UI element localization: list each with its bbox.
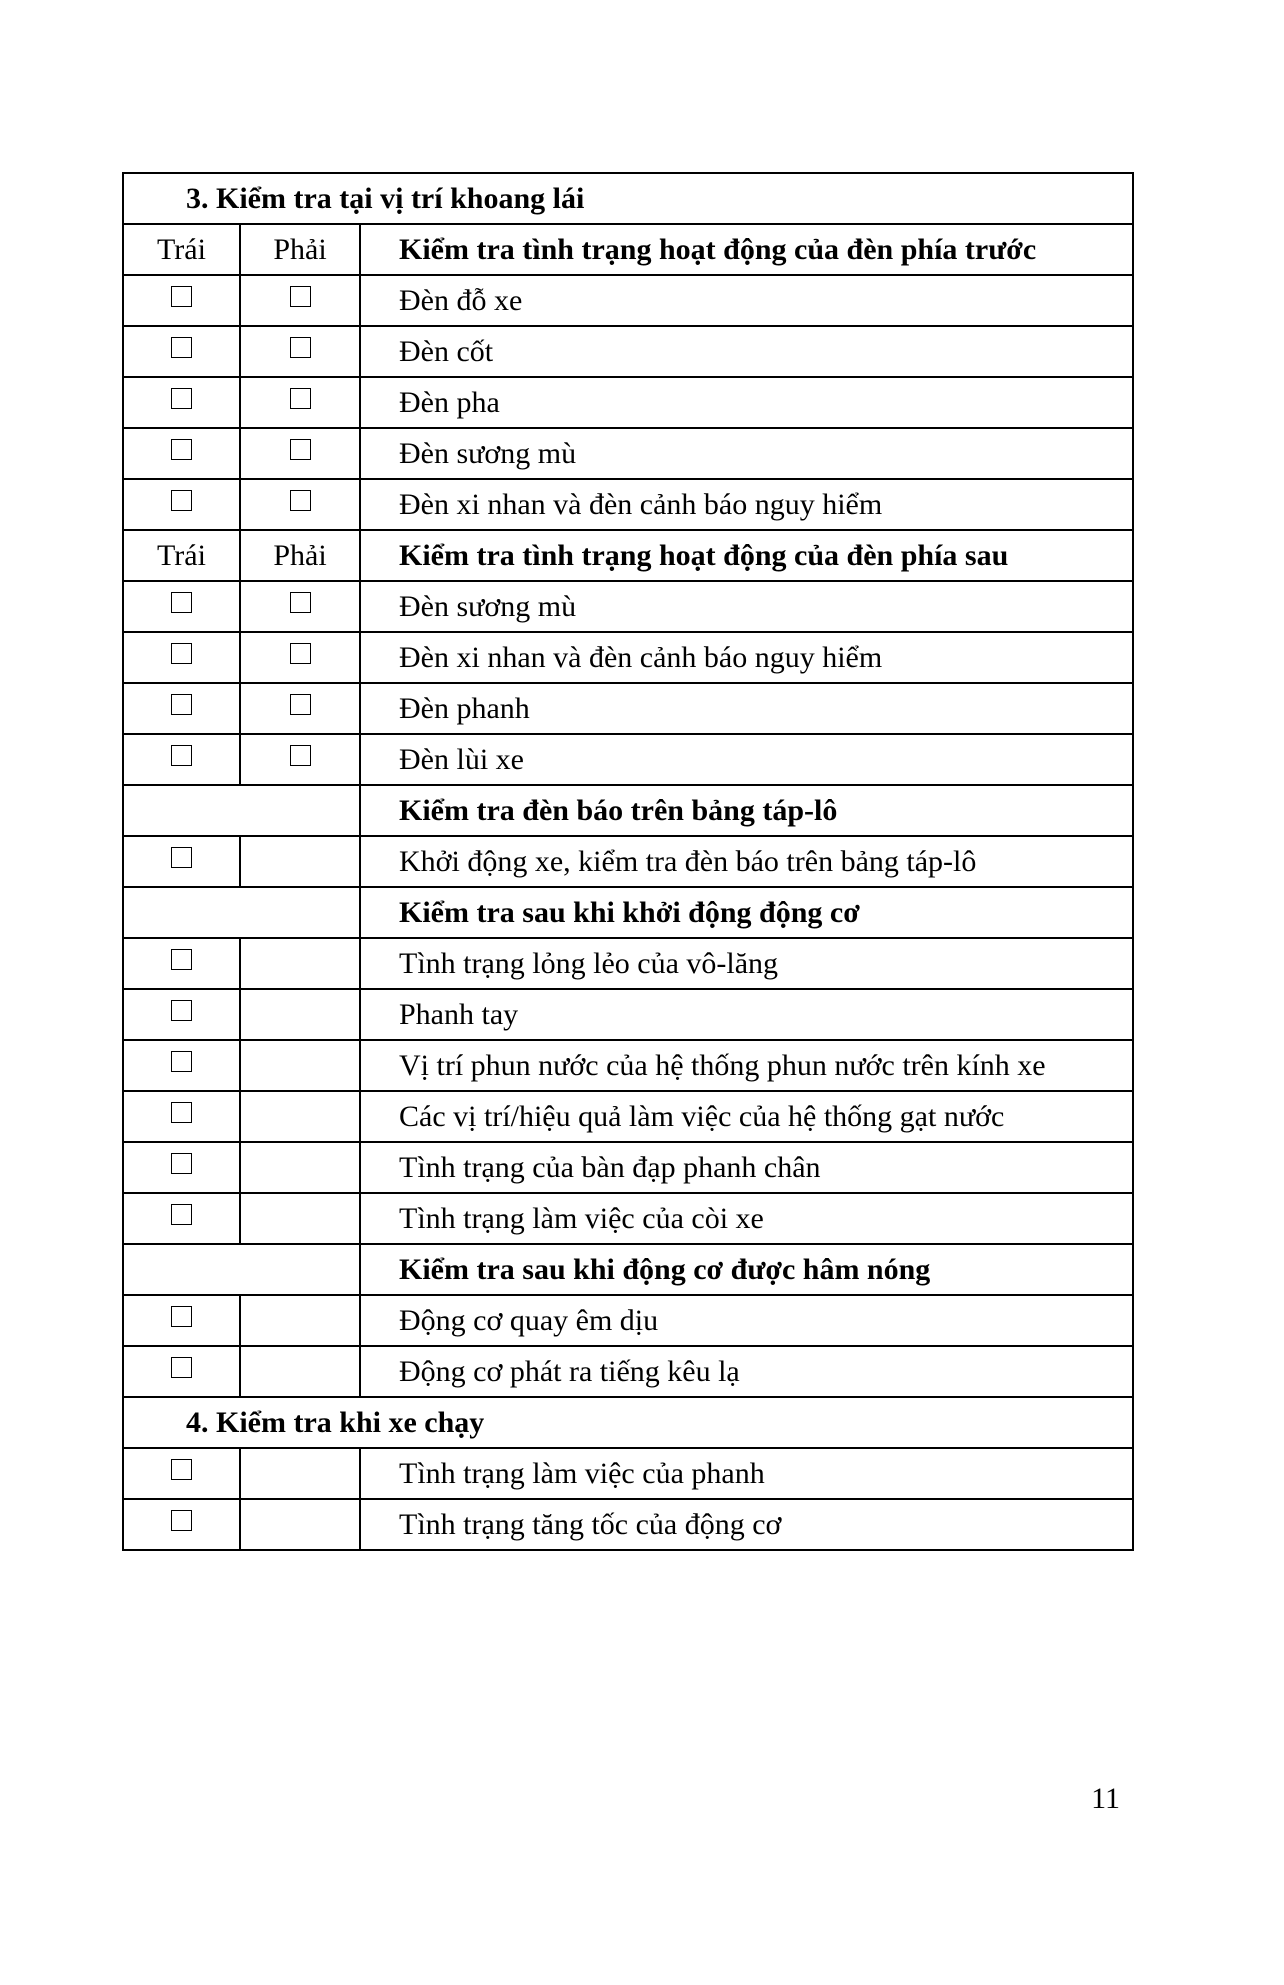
checklist-row [123,1499,1133,1550]
checkbox[interactable] [171,949,192,970]
empty-cell [240,1346,360,1397]
right-checkbox[interactable] [290,286,311,307]
checklist-item-label: Tình trạng làm việc của còi xe [360,1193,1133,1244]
checklist-row [123,1448,1133,1499]
right-column-label: Phải [240,224,360,275]
left-column-label: Trái [123,530,240,581]
right-checkbox[interactable] [290,694,311,715]
left-checkbox[interactable] [171,439,192,460]
checklist-row [123,1040,1133,1091]
checklist-item-label: Động cơ quay êm dịu [360,1295,1133,1346]
checklist-item-label: Phanh tay [360,989,1133,1040]
checklist-item-label: Các vị trí/hiệu quả làm việc của hệ thống gạt nước [360,1091,1133,1142]
checklist-item-label: Đèn sương mù [360,581,1133,632]
checklist-row [123,734,1133,785]
page-number: 11 [1091,1782,1120,1815]
empty-cell [240,1295,360,1346]
checkbox[interactable] [171,1306,192,1327]
checklist-row [123,1193,1133,1244]
right-checkbox[interactable] [290,490,311,511]
empty-cell [240,938,360,989]
checklist-item-label: Động cơ phát ra tiếng kêu lạ [360,1346,1133,1397]
checklist-row [123,581,1133,632]
empty-cell [240,1448,360,1499]
checklist-item-label: Tình trạng làm việc của phanh [360,1448,1133,1499]
checklist-row [123,836,1133,887]
empty-header-cell [123,1244,360,1295]
column-header-row [123,530,1133,581]
checklist-item-label: Tình trạng tăng tốc của động cơ [360,1499,1133,1550]
checklist-row [123,938,1133,989]
checkbox[interactable] [171,1102,192,1123]
right-checkbox[interactable] [290,643,311,664]
checklist-row [123,1091,1133,1142]
left-checkbox[interactable] [171,592,192,613]
left-checkbox[interactable] [171,694,192,715]
empty-header-cell [123,887,360,938]
right-checkbox[interactable] [290,592,311,613]
checklist-row [123,1142,1133,1193]
checklist-item-label: Đèn cốt [360,326,1133,377]
checkbox[interactable] [171,1204,192,1225]
empty-cell [240,989,360,1040]
left-checkbox[interactable] [171,388,192,409]
checklist-item-label: Vị trí phun nước của hệ thống phun nước trên kính xe [360,1040,1133,1091]
empty-header-cell [123,785,360,836]
checklist-row [123,479,1133,530]
subsection-header-row [123,785,1133,836]
checklist-item-label: Đèn xi nhan và đèn cảnh báo nguy hiểm [360,632,1133,683]
checklist-item-label: Tình trạng của bàn đạp phanh chân [360,1142,1133,1193]
checklist-row [123,989,1133,1040]
dashboard-heading: Kiểm tra đèn báo trên bảng táp-lô [360,785,1133,836]
right-checkbox[interactable] [290,745,311,766]
checklist-row [123,326,1133,377]
subsection-header-row [123,1244,1133,1295]
checklist-item-label: Đèn lùi xe [360,734,1133,785]
section-4-title: 4. Kiểm tra khi xe chạy [123,1397,1133,1448]
right-checkbox[interactable] [290,439,311,460]
right-column-label: Phải [240,530,360,581]
after-start-heading: Kiểm tra sau khi khởi động động cơ [360,887,1133,938]
left-checkbox[interactable] [171,643,192,664]
left-checkbox[interactable] [171,745,192,766]
section-title-row [123,1397,1133,1448]
left-checkbox[interactable] [171,490,192,511]
empty-cell [240,1142,360,1193]
left-checkbox[interactable] [171,286,192,307]
checklist-item-label: Tình trạng lỏng lẻo của vô-lăng [360,938,1133,989]
column-header-row [123,224,1133,275]
checklist-item-label: Đèn xi nhan và đèn cảnh báo nguy hiểm [360,479,1133,530]
section-title-row [123,173,1133,224]
empty-cell [240,1091,360,1142]
left-checkbox[interactable] [171,337,192,358]
right-checkbox[interactable] [290,337,311,358]
empty-cell [240,836,360,887]
empty-cell [240,1193,360,1244]
empty-cell [240,1040,360,1091]
empty-cell [240,1499,360,1550]
subsection-header-row [123,887,1133,938]
checklist-row [123,632,1133,683]
checkbox[interactable] [171,1051,192,1072]
checklist-row [123,377,1133,428]
checklist-item-label: Đèn pha [360,377,1133,428]
section-3-title: 3. Kiểm tra tại vị trí khoang lái [123,173,1133,224]
checklist-row [123,683,1133,734]
left-column-label: Trái [123,224,240,275]
front-lights-heading: Kiểm tra tình trạng hoạt động của đèn phía trước [360,224,1133,275]
checklist-item-label: Đèn đỗ xe [360,275,1133,326]
checklist-row [123,275,1133,326]
checkbox[interactable] [171,1153,192,1174]
checklist-item-label: Đèn phanh [360,683,1133,734]
checklist-item-label: Khởi động xe, kiểm tra đèn báo trên bảng táp-lô [360,836,1133,887]
inspection-checklist-table [122,172,1134,1551]
checkbox[interactable] [171,1357,192,1378]
checklist-item-label: Đèn sương mù [360,428,1133,479]
checkbox[interactable] [171,1000,192,1021]
checklist-row [123,428,1133,479]
checklist-row [123,1346,1133,1397]
checklist-row [123,1295,1133,1346]
right-checkbox[interactable] [290,388,311,409]
checkbox[interactable] [171,1510,192,1531]
checkbox[interactable] [171,847,192,868]
after-warmup-heading: Kiểm tra sau khi động cơ được hâm nóng [360,1244,1133,1295]
checkbox[interactable] [171,1459,192,1480]
rear-lights-heading: Kiểm tra tình trạng hoạt động của đèn phía sau [360,530,1133,581]
